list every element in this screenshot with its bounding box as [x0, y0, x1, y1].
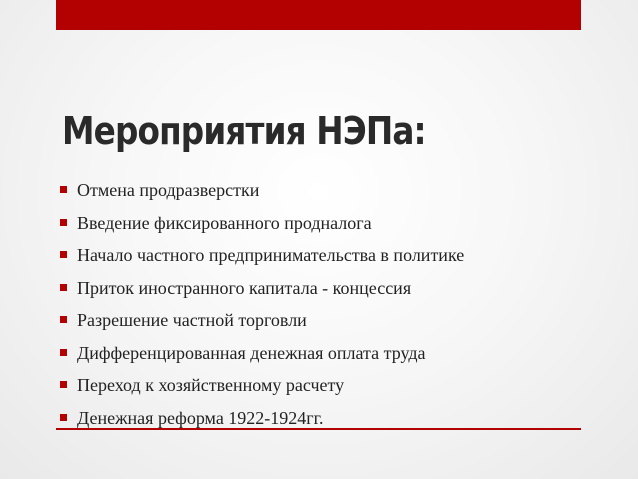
bullet-list [60, 174, 464, 434]
bullet-text: Введение фиксированного продналога [77, 212, 372, 233]
slide-title: Мероприятия НЭПа: [62, 109, 426, 153]
bullet-item [60, 272, 464, 305]
bullet-item [60, 304, 464, 337]
bottom-divider [56, 428, 581, 430]
bullet-text: Приток иностранного капитала - концессия [77, 277, 412, 298]
bullet-item [60, 174, 464, 207]
square-bullet-icon [60, 316, 67, 323]
bullet-text: Разрешение частной торговли [77, 310, 307, 330]
bullet-text: Переход к хозяйственному расчету [77, 375, 345, 395]
bullet-item [60, 337, 464, 370]
bullet-item [60, 239, 464, 272]
square-bullet-icon [60, 251, 67, 258]
square-bullet-icon [60, 381, 67, 388]
square-bullet-icon [60, 349, 67, 356]
square-bullet-icon [60, 219, 67, 226]
bullet-text: Денежная реформа 1922-1924гг. [77, 407, 324, 428]
bullet-item [60, 207, 464, 240]
bullet-text: Начало частного предпринимательства в политике [77, 245, 465, 265]
bullet-text: Дифференцированная денежная оплата труда [77, 342, 426, 363]
top-accent-bar [56, 0, 581, 30]
square-bullet-icon [60, 414, 67, 421]
bullet-text: Отмена продразверстки [77, 180, 260, 200]
bullet-item [60, 369, 464, 402]
square-bullet-icon [60, 186, 67, 193]
square-bullet-icon [60, 284, 67, 291]
